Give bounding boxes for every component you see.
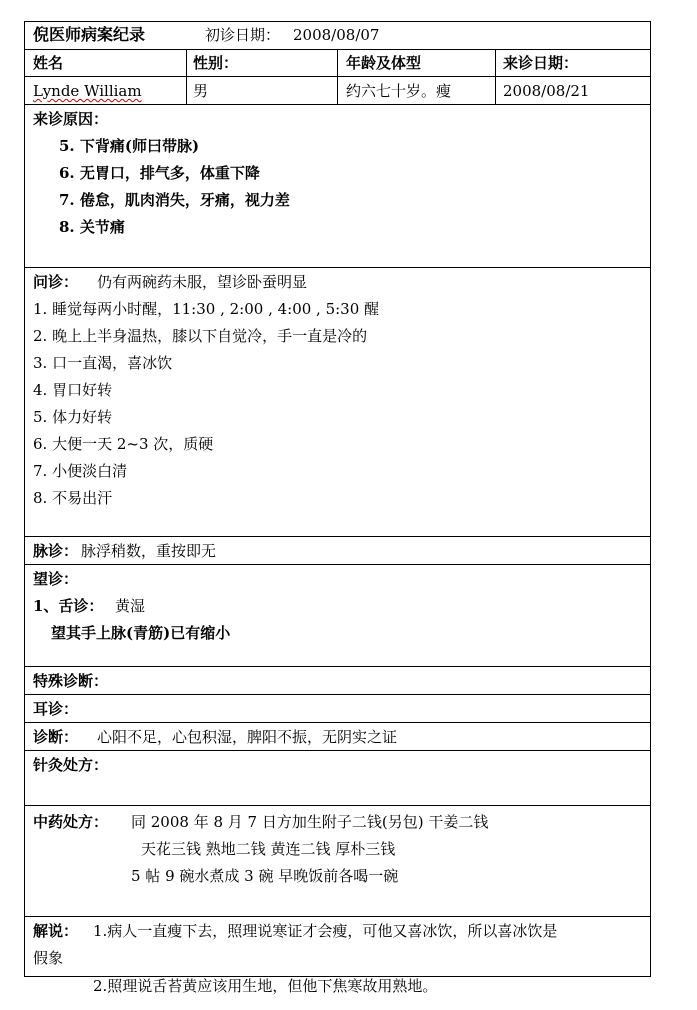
- column-divider: [495, 77, 496, 104]
- reason-item: 5. 下背痛(师曰带脉): [59, 137, 200, 155]
- reason-item: 6. 无胃口，排气多，体重下降: [59, 164, 260, 182]
- column-divider: [337, 50, 338, 76]
- inquiry-item: 3. 口一直渴，喜冰饮: [33, 354, 173, 372]
- inquiry-item: 6. 大便一天 2~3 次，质硬: [33, 435, 214, 453]
- inquiry-item: 7. 小便淡白清: [33, 462, 128, 480]
- herbal-line: 同 2008 年 8 月 7 日方加生附子二钱(另包) 干姜二钱: [131, 813, 489, 831]
- explanation-section: [24, 916, 651, 995]
- pulse-section: [24, 536, 651, 565]
- info-header-row: [24, 49, 651, 77]
- age-label: 年龄及体型: [346, 54, 422, 72]
- observation-section: [24, 564, 651, 667]
- herbal-line: 5 帖 9 碗水煮成 3 碗 早晚饭前各喝一碗: [131, 867, 399, 885]
- inquiry-item: 8. 不易出汗: [33, 489, 113, 507]
- tongue-label: 1、舌诊：: [33, 597, 104, 615]
- inquiry-item: 5. 体力好转: [33, 408, 113, 426]
- inquiry-item: 2. 晚上上半身温热，膝以下自觉冷，手一直是冷的: [33, 327, 368, 345]
- herbal-label: 中药处方：: [33, 813, 109, 831]
- patient-name: Lynde William: [33, 82, 142, 100]
- inquiry-note: 仍有两碗药未服，望诊卧蚕明显: [97, 273, 308, 291]
- column-divider: [186, 50, 187, 76]
- explanation-line: 假象: [33, 949, 64, 967]
- patient-age: 约六七十岁。瘦: [346, 82, 452, 100]
- record-title: 倪医师病案纪录: [33, 25, 146, 44]
- pulse-label: 脉诊：: [33, 542, 79, 560]
- observation-label: 望诊：: [33, 570, 79, 588]
- pulse-value: 脉浮稍数，重按即无: [81, 542, 217, 560]
- tongue-value: 黄湿: [115, 597, 146, 615]
- first-visit-label: 初诊日期：: [205, 26, 281, 44]
- diagnosis-label: 诊断：: [33, 728, 79, 746]
- first-visit-date: 2008/08/07: [293, 26, 380, 44]
- gender-label: 性别：: [193, 54, 239, 72]
- title-row: [24, 21, 651, 50]
- inquiry-item: 1. 睡觉每两小时醒，11:30 , 2:00 , 4:00 , 5:30 醒: [33, 300, 380, 318]
- inquiry-label: 问诊：: [33, 273, 79, 291]
- reason-label: 来诊原因：: [33, 110, 109, 128]
- explanation-label: 解说：: [33, 922, 79, 940]
- diagnosis-section: [24, 722, 651, 751]
- acupuncture-label: 针灸处方：: [33, 756, 109, 774]
- patient-gender: 男: [193, 82, 209, 100]
- visit-date: 2008/08/21: [503, 82, 590, 100]
- visit-date-label: 来诊日期：: [503, 54, 579, 72]
- info-values-row: [24, 76, 651, 105]
- medical-record-table: [24, 21, 651, 995]
- explanation-line: 1.病人一直瘦下去，照理说寒证才会瘦，可他又喜冰饮，所以喜冰饮是: [93, 922, 558, 940]
- name-label: 姓名: [33, 54, 64, 72]
- special-diagnosis-section: [24, 666, 651, 695]
- inquiry-item: 4. 胃口好转: [33, 381, 113, 399]
- reason-item: 7. 倦怠，肌肉消失，牙痛，视力差: [59, 191, 290, 209]
- diagnosis-value: 心阳不足，心包积湿，脾阳不振，无阴实之证: [97, 728, 398, 746]
- herbal-line: 天花三钱 熟地二钱 黄连二钱 厚朴三钱: [141, 840, 396, 858]
- ear-diagnosis-section: [24, 694, 651, 723]
- ear-diagnosis-label: 耳诊：: [33, 700, 79, 718]
- reason-item: 8. 关节痛: [59, 218, 125, 236]
- special-diagnosis-label: 特殊诊断：: [33, 672, 109, 690]
- inquiry-section: [24, 267, 651, 537]
- herbal-prescription-section: [24, 805, 651, 917]
- column-divider: [337, 77, 338, 104]
- observation-extra: 望其手上脉(青筋)已有缩小: [51, 624, 231, 642]
- reason-section: [24, 104, 651, 268]
- acupuncture-section: [24, 750, 651, 806]
- column-divider: [495, 50, 496, 76]
- column-divider: [186, 77, 187, 104]
- explanation-line: 2.照理说舌苔黄应该用生地，但他下焦寒故用熟地。: [93, 977, 438, 995]
